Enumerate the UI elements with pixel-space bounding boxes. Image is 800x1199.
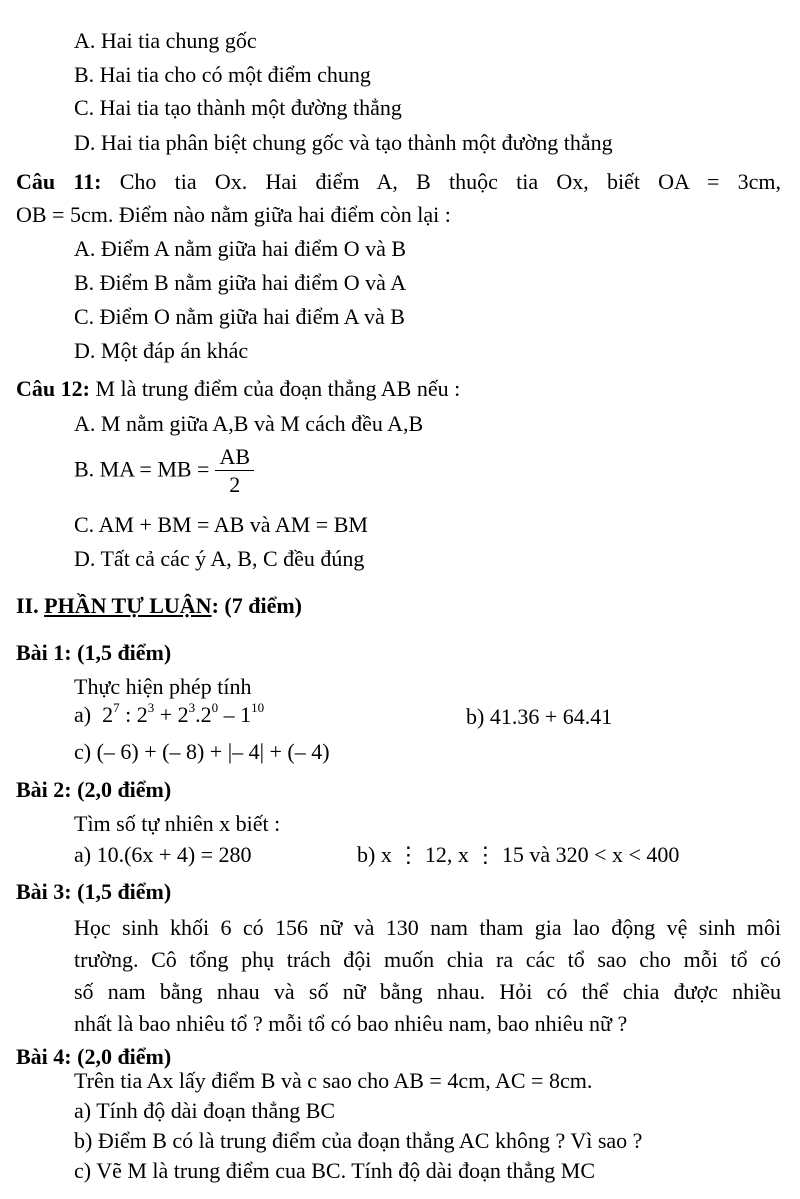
- bai2-b: b) x ⋮ 12, x ⋮ 15 và 320 < x < 400: [357, 842, 680, 867]
- q11-label: Câu 11:: [16, 169, 102, 194]
- bai3-line1: Học sinh khối 6 có 156 nữ và 130 nam tham gia lao động vệ sinh môi: [74, 915, 781, 940]
- part2-roman: II.: [16, 593, 39, 618]
- bai1-a: [74, 702, 264, 728]
- bai2-instruction: Tìm số tự nhiên x biết :: [74, 811, 281, 836]
- bai1-a-exp: 3: [188, 700, 196, 715]
- q12-option-d: D. Tất cả các ý A, B, C đều đúng: [74, 546, 365, 571]
- q11-option-a: A. Điểm A nằm giữa hai điểm O và B: [74, 236, 407, 261]
- q12-option-b: [74, 444, 254, 499]
- q11-option-b: B. Điểm B nằm giữa hai điểm O và A: [74, 270, 407, 295]
- fraction: [215, 444, 254, 499]
- q11-option-d: D. Một đáp án khác: [74, 338, 249, 363]
- bai1-c: c) (– 6) + (– 8) + |– 4| + (– 4): [74, 739, 330, 764]
- bai1-a-exp: 0: [211, 700, 219, 715]
- bai4-a: a) Tính độ dài đoạn thẳng BC: [74, 1098, 336, 1123]
- bai4-b: b) Điểm B có là trung điểm của đoạn thẳng AC không ? Vì sao ?: [74, 1128, 643, 1153]
- q12-label: Câu 12:: [16, 376, 90, 401]
- bai4-intro: Trên tia Ax lấy điểm B và c sao cho AB = 4cm, AC = 8cm.: [74, 1068, 593, 1093]
- fraction-denominator: 2: [229, 472, 241, 497]
- bai2-title: Bài 2: (2,0 điểm): [16, 777, 172, 802]
- q11-option-c: C. Điểm O nằm giữa hai điểm A và B: [74, 304, 405, 329]
- bai1-a-term: – 1: [218, 702, 252, 727]
- bai1-a-label: a): [74, 702, 92, 727]
- bai3-line4: nhất là bao nhiêu tổ ? mỗi tổ có bao nhiêu nam, bao nhiêu nữ ?: [74, 1011, 628, 1036]
- bai3-line2: trường. Cô tổng phụ trách đội muốn chia ra các tổ sao cho mỗi tổ có: [74, 947, 781, 972]
- bai3-title: Bài 3: (1,5 điểm): [16, 879, 172, 904]
- bai1-a-exp: 10: [251, 700, 265, 715]
- bai2-a: a) 10.(6x + 4) = 280: [74, 842, 252, 867]
- q12-text: M là trung điểm của đoạn thẳng AB nếu :: [95, 376, 461, 401]
- q12-question: [16, 376, 460, 402]
- bai1-b: b) 41.36 + 64.41: [466, 704, 613, 729]
- bai4-title: Bài 4: (2,0 điểm): [16, 1044, 172, 1069]
- bai3-line3: số nam bằng nhau và số nữ bằng nhau. Hỏi có thể chia được nhiều: [74, 979, 781, 1004]
- q10-option-c: C. Hai tia tạo thành một đường thẳng: [74, 95, 402, 120]
- q10-option-a: A. Hai tia chung gốc: [74, 28, 257, 53]
- bai4-c: c) Vẽ M là trung điểm cua BC. Tính độ dài đoạn thẳng MC: [74, 1158, 595, 1183]
- bai1-a-term: 2: [102, 702, 114, 727]
- bai1-title: Bài 1: (1,5 điểm): [16, 640, 172, 665]
- fraction-numerator: AB: [215, 444, 254, 471]
- bai1-a-term: : 2: [119, 702, 148, 727]
- q10-option-d: D. Hai tia phân biệt chung gốc và tạo thành một đường thẳng: [74, 130, 613, 155]
- bai1-a-term: .2: [195, 702, 212, 727]
- q12-option-a: A. M nằm giữa A,B và M cách đều A,B: [74, 411, 424, 436]
- q12-option-b-prefix: B. MA = MB =: [74, 456, 210, 482]
- part2-heading: [16, 593, 302, 619]
- bai1-a-exp: 7: [113, 700, 120, 715]
- part2-points: : (7 điểm): [211, 593, 302, 618]
- q10-option-b: B. Hai tia cho có một điểm chung: [74, 62, 371, 87]
- bai1-instruction: Thực hiện phép tính: [74, 674, 252, 699]
- q12-option-c: C. AM + BM = AB và AM = BM: [74, 512, 368, 537]
- q11-text-line1: Cho tia Ox. Hai điểm A, B thuộc tia Ox, biết OA = 3cm,: [119, 169, 781, 194]
- q11-question-line1: [16, 169, 781, 195]
- part2-title: PHẦN TỰ LUẬN: [44, 593, 212, 618]
- bai1-a-term: + 2: [154, 702, 189, 727]
- bai1-a-exp: 3: [147, 700, 155, 715]
- q11-text-line2: OB = 5cm. Điểm nào nằm giữa hai điểm còn lại :: [16, 202, 451, 227]
